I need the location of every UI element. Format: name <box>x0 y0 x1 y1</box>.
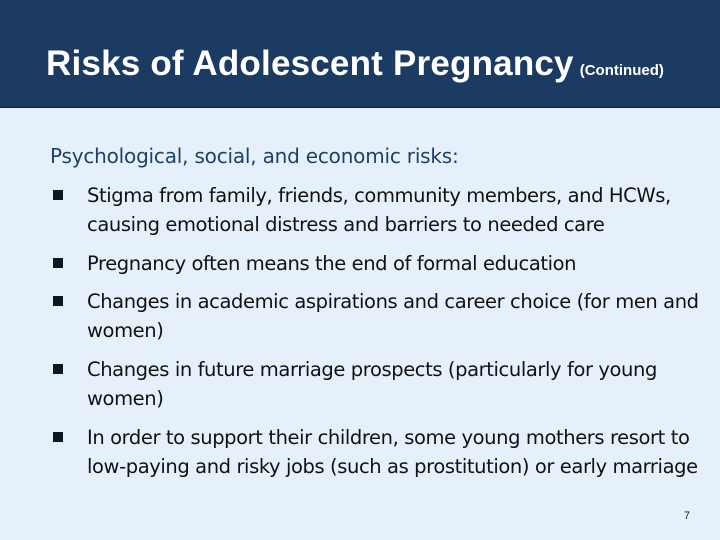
bullet-text: In order to support their children, some young mothers resort to low-paying and risky jobs (such as prostitution) or early marriage <box>87 426 698 478</box>
title-main: Risks of Adolescent Pregnancy <box>46 44 574 83</box>
page-number: 7 <box>683 510 690 522</box>
square-bullet-icon <box>53 432 63 442</box>
slide-title <box>46 44 664 84</box>
square-bullet-icon <box>53 258 63 268</box>
square-bullet-icon <box>53 190 63 200</box>
title-suffix: (Continued) <box>579 62 664 79</box>
bullet-text: Changes in academic aspirations and career choice (for men and women) <box>87 290 699 342</box>
title-bar <box>0 0 720 108</box>
bullet-text: Stigma from family, friends, community members, and HCWs, causing emotional distress and barriers to needed care <box>87 184 671 236</box>
bullet-text: Changes in future marriage prospects (particularly for young women) <box>87 358 657 410</box>
bullet-text: Pregnancy often means the end of formal education <box>87 252 577 275</box>
square-bullet-icon <box>53 364 63 374</box>
square-bullet-icon <box>53 296 63 306</box>
section-heading: Psychological, social, and economic risks: <box>50 144 459 168</box>
